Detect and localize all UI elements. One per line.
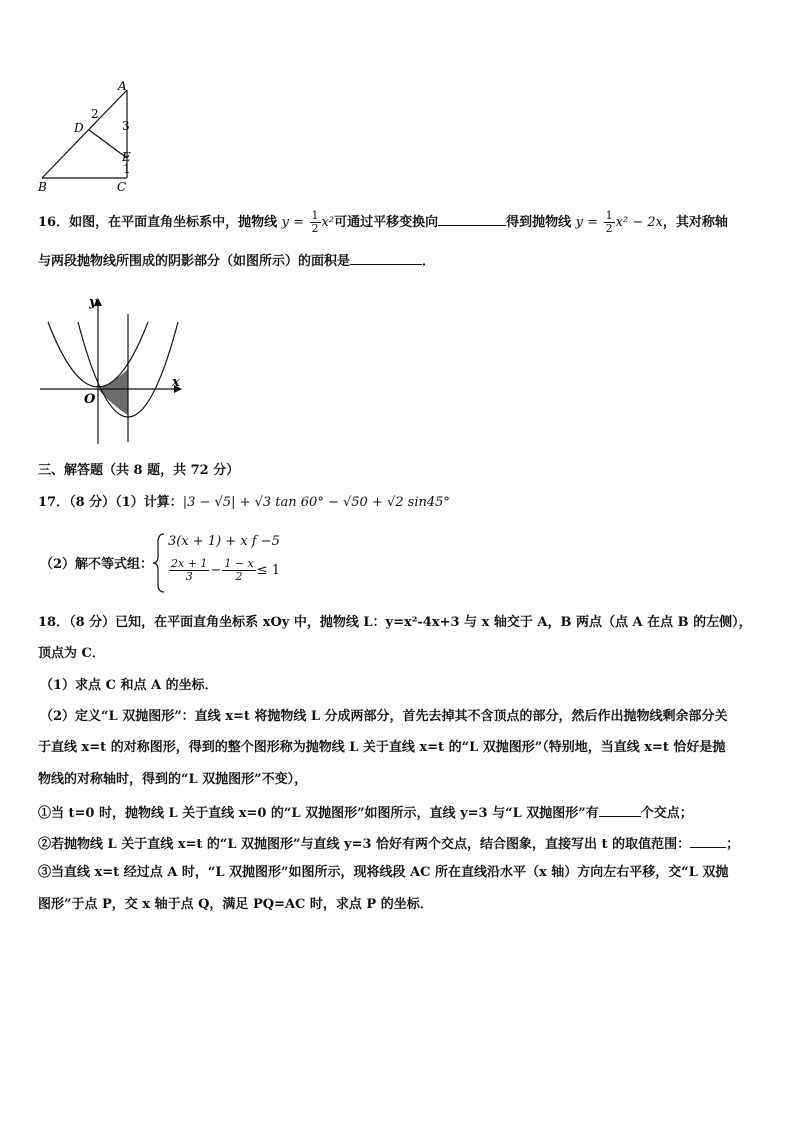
q16-text2: 可通过平移变换向 [334,215,439,230]
frac-numerator: 2x + 1 [171,557,208,570]
q17-head: 17．（8 分）（1）计算： [38,495,183,510]
q17-inequality-1: 3(x + 1) + x f −5 [168,534,280,549]
q18-line10: 图形”于点 P，交 x 轴于点 Q，满足 PQ=AC 时，求点 P 的坐标． [38,897,433,912]
q17-ineq2-frac-a [169,558,209,583]
origin-label: O [84,392,96,407]
q16-blank-1[interactable] [438,211,506,226]
q18-line5: 于直线 x=t 的对称图形，得到的整个图形称为抛物线 L 关于直线 x=t 的“L 双抛图形”（特别地，当直线 x=t 恰好是抛 [38,740,726,755]
axis-label-y: y [89,295,97,310]
question-17-line1 [38,494,450,512]
q17-expression: |3 − √5| + √3 tan 60° − √50 + √2 sin45° [182,495,450,510]
q16-eq2-tail: x² − 2x [615,215,663,230]
triangle-figure [34,78,144,196]
frac-denominator: 2 [311,222,319,235]
question-16-line2 [38,250,435,271]
inequality-brace [152,532,166,594]
label-A: A [118,79,127,93]
q16-eq2-fraction [604,210,615,235]
q17-part2-label: （2）解不等式组： [40,557,154,572]
q16-eq1-y: y = [281,215,305,230]
q16-text1: 如图，在平面直角坐标系中，抛物线 [69,215,278,230]
q16-text4: ，其对称轴 [662,215,728,230]
q18-line8 [38,833,739,854]
q16-line2: 与两段抛物线所围成的阴影部分（如图所示）的面积是 [38,254,351,269]
q16-blank-2[interactable] [350,250,422,265]
frac-denominator: 3 [185,570,193,583]
frac-numerator: 1 [605,209,613,222]
parabola-figure [38,292,193,447]
q16-number: 16． [38,215,70,230]
q18-line7b: 个交点； [640,806,693,821]
q18-blank-1[interactable] [599,802,641,817]
q18-line8a: ②若抛物线 L 关于直线 x=t 的“L 双抛图形”与直线 y=3 恰好有两个交点，结合图象，直接写出 t 的取值范围： [38,837,691,852]
q16-eq1-tail: x² [321,215,335,230]
q18-line2: 顶点为 C． [38,646,105,661]
q18-line9: ③当直线 x=t 经过点 A 时，“L 双抛图形”如图所示，现将线段 AC 所在直线沿水平（x 轴）方向左右平移，交“L 双抛 [38,865,729,880]
label-D: D [74,121,84,135]
q18-line4: （2）定义“L 双抛图形”：直线 x=t 将抛物线 L 分成两部分，首先去掉其不含顶点的部分，然后作出抛物线剩余部分关 [40,709,728,724]
q18-line8b: ； [726,837,740,852]
label-B: B [38,180,47,194]
label-C: C [117,180,127,194]
section-3-title: 三、解答题（共 8 题，共 72 分） [38,463,240,478]
frac-numerator: 1 [311,209,319,222]
frac-denominator: 2 [605,222,613,235]
q16-text3: 得到抛物线 [506,215,572,230]
label-E: E [122,150,131,164]
q17-ineq2-frac-b [222,558,255,583]
q18-line6: 物线的对称轴时，得到的“L 双抛图形”不变）， [38,772,308,787]
q16-line2-end: ． [422,254,436,269]
len-label-2: 2 [91,107,99,121]
q18-line7 [38,802,693,823]
q16-eq2-y: y = [575,215,599,230]
question-16-line1 [38,210,728,235]
q18-blank-2[interactable] [690,833,726,848]
q17-ineq2-tail: ≤ 1 [256,563,281,578]
len-label-3: 3 [122,119,130,133]
q18-line7a: ①当 t=0 时，抛物线 L 关于直线 x=0 的“L 双抛图形”如图所示，直线 y=3 与“L 双抛图形”有 [38,806,599,821]
q18-line1: 18．（8 分）已知，在平面直角坐标系 xOy 中，抛物线 L：y=x²-4x+3 与 x 轴交于 A，B 两点（点 A 在点 B 的左侧）， [38,615,752,630]
frac-numerator: 1 − x [224,557,254,570]
q17-inequality-2 [168,558,280,594]
len-label-1: 1 [123,162,131,176]
q16-eq1-fraction [310,210,321,235]
q17-ineq2-op: − [210,563,222,578]
q18-line3: （1）求点 C 和点 A 的坐标． [40,678,218,693]
frac-denominator: 2 [235,570,243,583]
axis-label-x: x [172,375,180,390]
